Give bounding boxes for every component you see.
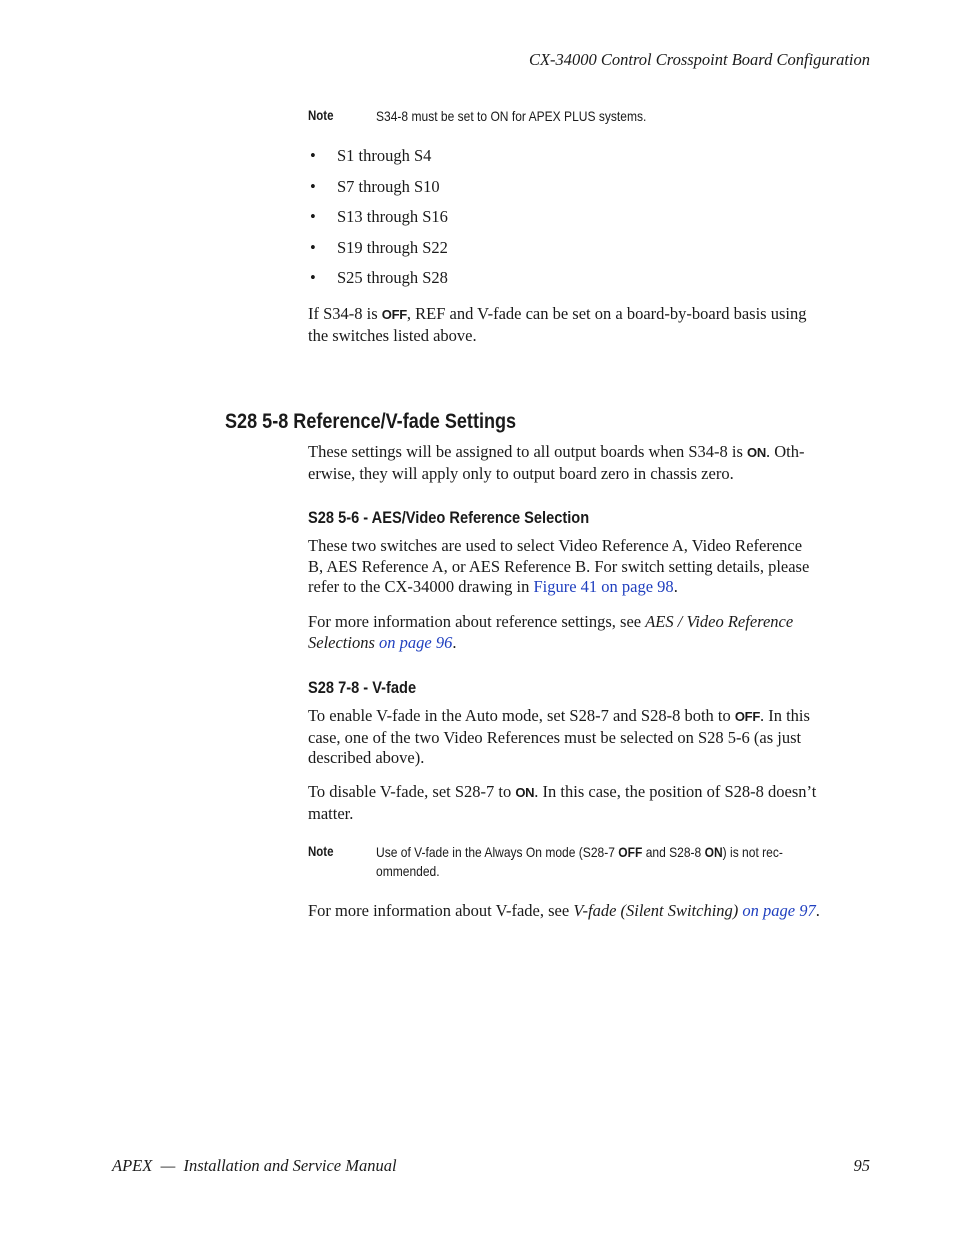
footer-manual-title: APEX — Installation and Service Manual [112, 1156, 397, 1175]
subsection-title-vfade: S28 7-8 - V-fade [308, 678, 417, 697]
keyword-on: ON [747, 445, 766, 460]
page-96-link[interactable]: on page 96 [379, 632, 453, 652]
figure-41-link[interactable]: Figure 41 on page 98 [533, 577, 674, 596]
bullet-icon: • [310, 207, 316, 226]
keyword-off: OFF [381, 307, 407, 322]
keyword-on: ON [515, 785, 535, 800]
section-intro: These settings will be assigned to all output boards when S34-8 is ON. Oth- erwise, they will apply only to output board zero in chassis zero. [308, 442, 805, 483]
note-text: S34-8 must be set to ON for APEX PLUS systems. [376, 108, 647, 124]
note-label: Note [308, 844, 334, 859]
vfade-enable-paragraph: To enable V-fade in the Auto mode, set S28-7 and S28-8 both to OFF. In this case, one of the two Video References must be selected on S28 5-6 (as just described above). [308, 706, 810, 767]
section-title: S28 5-8 Reference/V-fade Settings [225, 410, 517, 433]
keyword-off: OFF [734, 709, 760, 724]
bullet-icon: • [310, 146, 316, 165]
bullet-icon: • [310, 176, 316, 196]
running-header: CX-34000 Control Crosspoint Board Configuration [528, 50, 870, 69]
vfade-disable-paragraph: To disable V-fade, set S28-7 to ON. In this case, the position of S28-8 doesn’t matter. [308, 782, 817, 823]
note-label: Note [308, 108, 334, 123]
vfade-more-info: For more information about V-fade, see V-fade (Silent Switching) on page 97. [308, 901, 820, 920]
bullet-icon: • [310, 237, 316, 257]
page-number: 95 [853, 1156, 870, 1175]
aes-video-paragraph: These two switches are used to select Video Reference A, Video Reference B, AES Reference A, or AES Reference B. For switch setting details, please refer to the CX-34000 drawing in Figure 41 on page 98. [308, 536, 810, 596]
subsection-title-aes-video: S28 5-6 - AES/Video Reference Selection [308, 508, 590, 527]
off-setting-paragraph: If S34-8 is OFF, REF and V-fade can be set on a board-by-board basis using the switches listed above. [308, 304, 807, 345]
page-97-link[interactable]: on page 97 [742, 901, 816, 920]
bullet-icon: • [310, 268, 316, 287]
note-text: Use of V-fade in the Always On mode (S28-7 OFF and S28-8 ON) is not rec- ommended. [376, 844, 783, 879]
reference-more-info: For more information about reference settings, see AES / Video Reference Selections on page 96. [308, 612, 794, 652]
